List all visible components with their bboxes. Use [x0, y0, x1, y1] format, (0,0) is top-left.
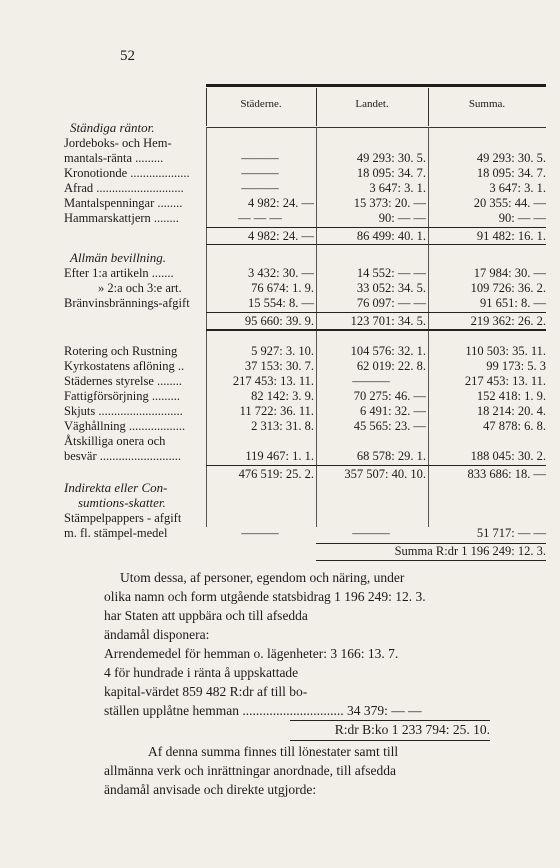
- table-row: Stämpelpappers - afgift: [64, 511, 182, 525]
- subtotal-row: 95 660: 39. 9. 123 701: 34. 5. 219 362: 26. 2.: [244, 314, 546, 328]
- table-row: Afrad ............................ ——— 3 647: 3. 1. 3 647: 3. 1.: [64, 181, 546, 195]
- table-row: Väghållning .................. 2 313: 31. 8. 45 565: 23. — 47 878: 6. 8.: [64, 419, 546, 433]
- section-heading-indirekta: Indirekta eller Con-: [64, 480, 168, 495]
- table-row: Hammarskattjern ........ — — — 90: — — 90: — —: [64, 211, 546, 225]
- table-row: Jordeboks- och Hem-: [64, 136, 172, 150]
- table-row: Rotering och Rustning 5 927: 3. 10. 104 576: 32. 1. 110 503: 35. 11.: [64, 344, 546, 358]
- paragraph-total-rule: [290, 720, 490, 721]
- subtotal-row: 4 982: 24. — 86 499: 40. 1. 91 482: 16. 1.: [248, 229, 546, 243]
- subtotal-rule: [206, 227, 546, 228]
- paragraph-statsbidrag: Utom dessa, af personer, egendom och näring, under olika namn och form utgående statsbidrag 1 196 249: 12. 3. har Staten att uppbära och till afsedda ändamål disponera: Arrendemedel för hemman o. lägenheter: 3 166: 13. 7. 4 för hundrade i ränta å uppskattade kapital-värdet 859 482 R:dr af till bo- ställen upplåtne hemman .............................. 34 379: — —: [104, 570, 426, 718]
- table-row: Städernes styrelse ........ 217 453: 13. 11. ——— 217 453: 13. 11.: [64, 374, 546, 388]
- table-row: Fattigförsörjning ......... 82 142: 3. 9. 70 275: 46. — 152 418: 1. 9.: [64, 389, 546, 403]
- section-heading-allman-bevillning: Allmän bevillning.: [70, 250, 167, 265]
- subtotal-rule: [206, 465, 546, 466]
- paragraph-total-rule: [290, 740, 490, 741]
- grand-total-row: Summa R:dr 1 196 249: 12. 3.: [394, 544, 546, 558]
- subtotal-rule: [206, 244, 546, 245]
- table-header-rule: [206, 127, 546, 128]
- table-row: » 2:a och 3:e art. 76 674: 1. 9. 33 052: 34. 5. 109 726: 36. 2.: [98, 281, 546, 295]
- paragraph-lonestater: Af denna summa finnes till lönestater samt till allmänna verk och inrättningar anordnade, till afsedda ändamål anvisade och direkte utgjorde:: [104, 744, 399, 797]
- table-row: besvär .......................... 119 467: 1. 1. 68 578: 29. 1. 188 045: 30. 2.: [64, 449, 546, 463]
- subtotal-rule: [206, 329, 546, 331]
- section-heading-standiga-rantor: Ständiga räntor.: [70, 120, 155, 135]
- table-row: Efter 1:a artikeln ....... 3 432: 30. — 14 552: — — 17 984: 30. —: [64, 266, 546, 280]
- subtotal-rule: [206, 312, 546, 313]
- table-row: m. fl. stämpel-medel ——— ——— 51 717: — —: [64, 526, 546, 540]
- section-heading-indirekta-cont: sumtions-skatter.: [78, 495, 166, 510]
- table-row: Mantalspenningar ........ 4 982: 24. — 15 373: 20. — 20 355: 44. —: [64, 196, 546, 210]
- column-header-landet: Landet.: [355, 98, 389, 110]
- page-number: 52: [120, 48, 135, 64]
- table-row: Bränvinsbrännings-afgift 15 554: 8. — 76 097: — — 91 651: 8. —: [64, 296, 546, 310]
- table-row: Kyrkostatens aflöning .. 37 153: 30. 7. 62 019: 22. 8. 99 173: 5. 3: [64, 359, 546, 373]
- column-header-summa: Summa.: [468, 98, 506, 110]
- table-row: Åtskilliga onera och: [64, 434, 166, 448]
- grand-total-rule: [316, 560, 546, 561]
- paragraph-total: R:dr B:ko 1 233 794: 25. 10.: [334, 722, 490, 737]
- table-row: Kronotionde ................... ——— 18 095: 34. 7. 18 095: 34. 7.: [64, 166, 546, 180]
- table-top-rule: [206, 84, 546, 87]
- column-header-staderne: Städerne.: [240, 98, 282, 110]
- table-row: mantals-ränta ......... ——— 49 293: 30. 5. 49 293: 30. 5.: [64, 151, 546, 165]
- subtotal-row: 476 519: 25. 2. 357 507: 40. 10. 833 686: 18. —: [238, 467, 546, 481]
- table-row: Skjuts ........................... 11 722: 36. 11. 6 491: 32. — 18 214: 20. 4.: [64, 404, 546, 418]
